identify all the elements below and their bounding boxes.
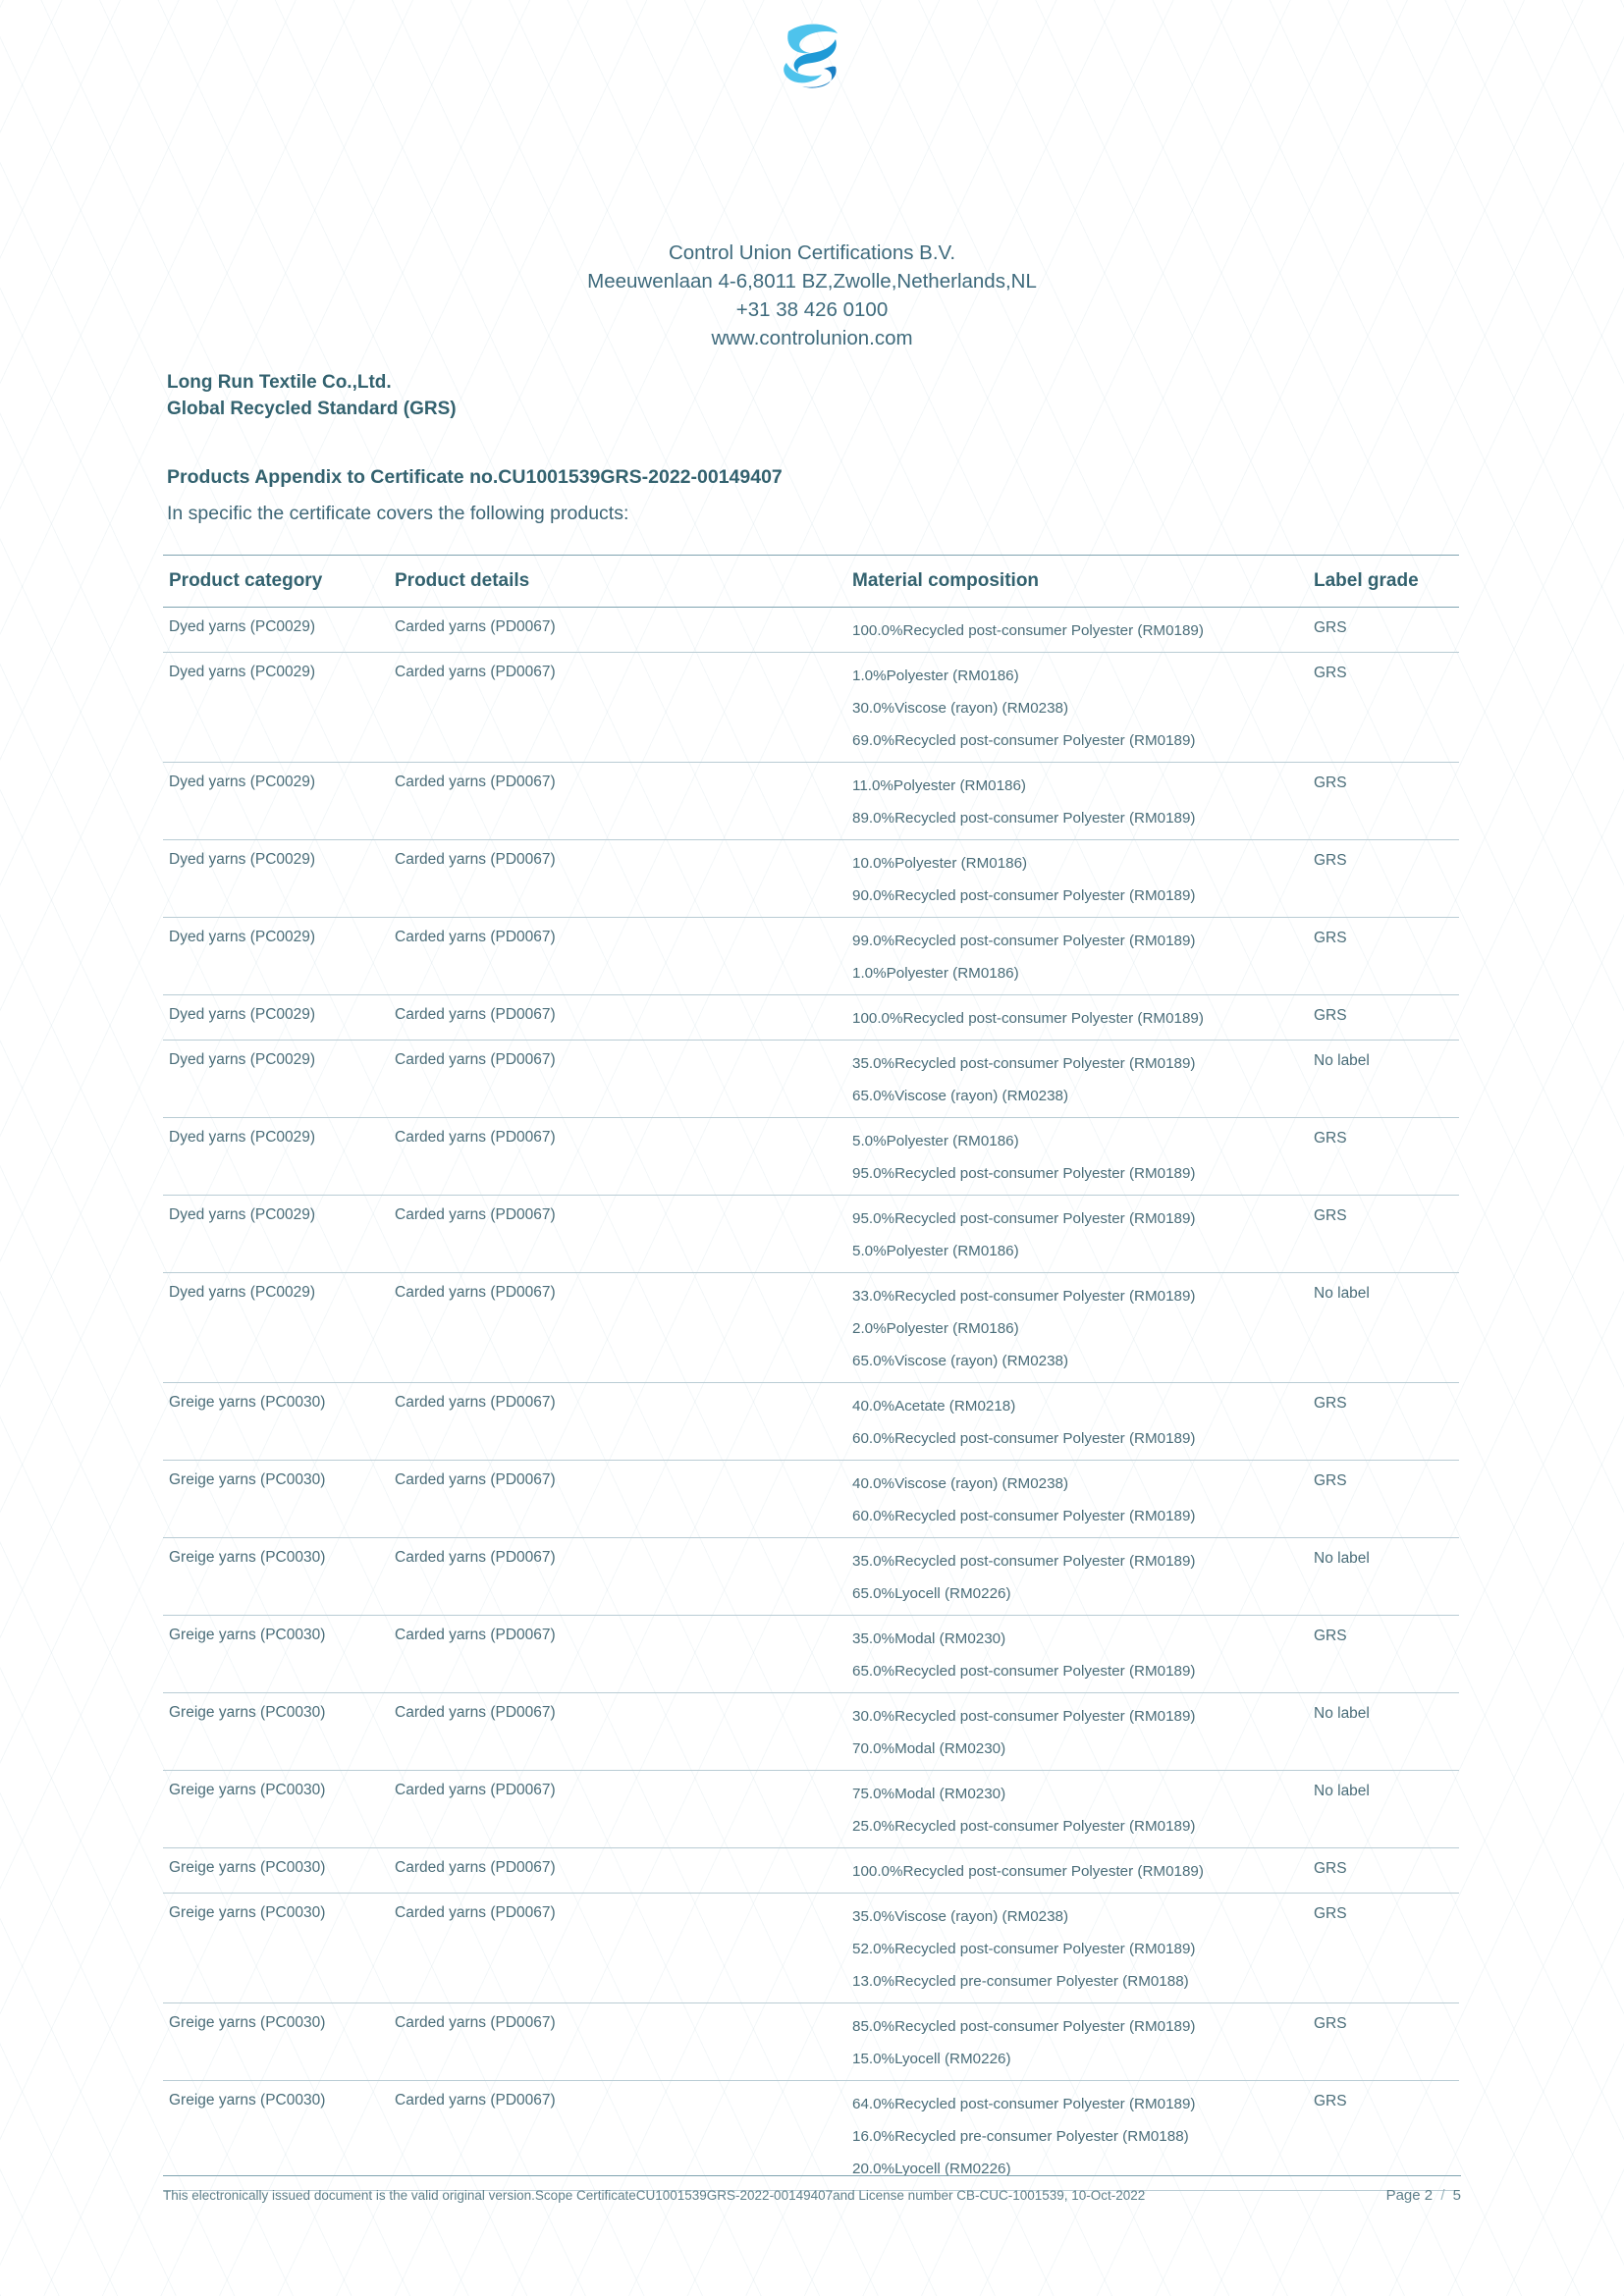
composition-line: 30.0%Viscose (rayon) (RM0238) <box>852 700 1069 717</box>
composition-line: 89.0%Recycled post-consumer Polyester (RM0189) <box>852 810 1196 827</box>
table-row <box>163 1894 1459 2003</box>
composition-line: 25.0%Recycled post-consumer Polyester (RM0189) <box>852 1818 1196 1835</box>
footer-page-current: 2 <box>1424 2187 1434 2204</box>
issuer-website: www.controlunion.com <box>711 327 913 349</box>
composition-line: 60.0%Recycled post-consumer Polyester (RM0189) <box>852 1508 1196 1524</box>
composition-line: 30.0%Recycled post-consumer Polyester (RM0189) <box>852 1708 1196 1725</box>
composition-line: 5.0%Polyester (RM0186) <box>852 1243 1019 1259</box>
composition-line: 11.0%Polyester (RM0186) <box>852 777 1026 794</box>
composition-line: 69.0%Recycled post-consumer Polyester (RM0189) <box>852 732 1196 749</box>
cell-material-composition <box>852 1002 1314 1035</box>
cell-label-grade: GRS <box>1314 1472 1347 1489</box>
cell-label-grade: No label <box>1314 1052 1370 1069</box>
table-row <box>163 995 1459 1041</box>
composition-line: 5.0%Polyester (RM0186) <box>852 1133 1019 1149</box>
cell-product-details: Carded yarns (PD0067) <box>395 664 556 680</box>
composition-line: 100.0%Recycled post-consumer Polyester (RM0189) <box>852 622 1204 639</box>
composition-line: 60.0%Recycled post-consumer Polyester (RM0189) <box>852 1430 1196 1447</box>
cell-product-details: Carded yarns (PD0067) <box>395 1859 556 1876</box>
composition-line: 40.0%Viscose (rayon) (RM0238) <box>852 1475 1069 1492</box>
composition-line: 65.0%Lyocell (RM0226) <box>852 1585 1011 1602</box>
cell-label-grade: GRS <box>1314 1905 1347 1922</box>
cell-label-grade: GRS <box>1314 1860 1347 1877</box>
table-header-row <box>163 555 1459 608</box>
cell-label-grade: GRS <box>1314 1395 1347 1412</box>
cell-product-category: Dyed yarns (PC0029) <box>169 774 316 790</box>
cell-product-details: Carded yarns (PD0067) <box>395 1627 556 1643</box>
page-footer <box>163 2175 1461 2206</box>
cell-product-category: Greige yarns (PC0030) <box>169 2092 326 2109</box>
table-row <box>163 1848 1459 1894</box>
cell-label-grade: GRS <box>1314 930 1347 946</box>
cell-material-composition <box>852 770 1314 834</box>
column-header-product-category: Product category <box>169 570 323 591</box>
composition-line: 35.0%Modal (RM0230) <box>852 1630 1006 1647</box>
cell-material-composition <box>852 1545 1314 1610</box>
table-row <box>163 2003 1459 2081</box>
cell-material-composition <box>852 1468 1314 1532</box>
composition-line: 100.0%Recycled post-consumer Polyester (RM0189) <box>852 1010 1204 1027</box>
cell-product-details: Carded yarns (PD0067) <box>395 1904 556 1921</box>
composition-line: 65.0%Recycled post-consumer Polyester (RM0189) <box>852 1663 1196 1680</box>
cell-material-composition <box>852 1390 1314 1455</box>
column-header-product-details: Product details <box>395 570 530 591</box>
table-row <box>163 918 1459 995</box>
composition-line: 15.0%Lyocell (RM0226) <box>852 2051 1011 2067</box>
cell-label-grade: No label <box>1314 1705 1370 1722</box>
logo-container <box>0 18 1624 103</box>
products-table <box>163 555 1459 2191</box>
table-row <box>163 608 1459 653</box>
issuer-phone: +31 38 426 0100 <box>735 298 889 321</box>
table-row <box>163 1461 1459 1538</box>
table-row <box>163 1771 1459 1848</box>
table-row <box>163 1041 1459 1118</box>
composition-line: 35.0%Recycled post-consumer Polyester (RM0189) <box>852 1553 1196 1570</box>
cell-material-composition <box>852 2010 1314 2075</box>
client-block <box>167 369 457 422</box>
footer-page-total: 5 <box>1452 2187 1461 2204</box>
cell-material-composition <box>852 1855 1314 1888</box>
cell-material-composition <box>852 1280 1314 1377</box>
footer-page-label: Page <box>1385 2187 1421 2204</box>
cell-label-grade: No label <box>1314 1550 1370 1567</box>
cell-product-details: Carded yarns (PD0067) <box>395 2014 556 2031</box>
composition-line: 65.0%Viscose (rayon) (RM0238) <box>852 1353 1069 1369</box>
cell-product-details: Carded yarns (PD0067) <box>395 774 556 790</box>
cell-product-details: Carded yarns (PD0067) <box>395 1394 556 1411</box>
cell-product-details: Carded yarns (PD0067) <box>395 618 556 635</box>
composition-line: 1.0%Polyester (RM0186) <box>852 667 1019 684</box>
cell-product-category: Greige yarns (PC0030) <box>169 1627 326 1643</box>
footer-page-separator: / <box>1440 2187 1445 2204</box>
cell-product-details: Carded yarns (PD0067) <box>395 1471 556 1488</box>
cell-label-grade: GRS <box>1314 665 1347 681</box>
cell-product-category: Dyed yarns (PC0029) <box>169 1006 316 1023</box>
table-row <box>163 1616 1459 1693</box>
cell-material-composition <box>852 1900 1314 1998</box>
table-body <box>163 608 1459 2191</box>
client-name: Long Run Textile Co.,Ltd. <box>167 372 392 393</box>
composition-line: 2.0%Polyester (RM0186) <box>852 1320 1019 1337</box>
composition-line: 35.0%Recycled post-consumer Polyester (RM0189) <box>852 1055 1196 1072</box>
composition-line: 35.0%Viscose (rayon) (RM0238) <box>852 1908 1069 1925</box>
composition-line: 95.0%Recycled post-consumer Polyester (RM0189) <box>852 1210 1196 1227</box>
cell-product-details: Carded yarns (PD0067) <box>395 1206 556 1223</box>
cell-product-details: Carded yarns (PD0067) <box>395 1284 556 1301</box>
cell-product-details: Carded yarns (PD0067) <box>395 1006 556 1023</box>
column-header-label-grade: Label grade <box>1314 570 1419 591</box>
issuer-address-block <box>0 239 1624 352</box>
table-row <box>163 653 1459 763</box>
table-row <box>163 1273 1459 1383</box>
composition-line: 65.0%Viscose (rayon) (RM0238) <box>852 1088 1069 1104</box>
cell-label-grade: GRS <box>1314 852 1347 869</box>
cell-label-grade: GRS <box>1314 1628 1347 1644</box>
cell-material-composition <box>852 925 1314 989</box>
cell-label-grade: GRS <box>1314 619 1347 636</box>
table-row <box>163 1693 1459 1771</box>
client-standard: Global Recycled Standard (GRS) <box>167 399 457 419</box>
table-row <box>163 1538 1459 1616</box>
cell-product-details: Carded yarns (PD0067) <box>395 1704 556 1721</box>
table-row <box>163 840 1459 918</box>
composition-line: 95.0%Recycled post-consumer Polyester (RM0189) <box>852 1165 1196 1182</box>
cell-material-composition <box>852 614 1314 647</box>
cell-product-category: Greige yarns (PC0030) <box>169 1471 326 1488</box>
cell-product-category: Dyed yarns (PC0029) <box>169 664 316 680</box>
composition-line: 70.0%Modal (RM0230) <box>852 1740 1006 1757</box>
cell-label-grade: No label <box>1314 1783 1370 1799</box>
cell-product-details: Carded yarns (PD0067) <box>395 1549 556 1566</box>
composition-line: 52.0%Recycled post-consumer Polyester (RM0189) <box>852 1941 1196 1957</box>
cell-product-details: Carded yarns (PD0067) <box>395 1051 556 1068</box>
cell-material-composition <box>852 660 1314 757</box>
cell-product-details: Carded yarns (PD0067) <box>395 851 556 868</box>
cell-product-category: Dyed yarns (PC0029) <box>169 618 316 635</box>
cell-material-composition <box>852 2088 1314 2185</box>
cell-product-details: Carded yarns (PD0067) <box>395 1782 556 1798</box>
cell-product-category: Dyed yarns (PC0029) <box>169 1206 316 1223</box>
composition-line: 13.0%Recycled pre-consumer Polyester (RM0188) <box>852 1973 1189 1990</box>
cell-label-grade: No label <box>1314 1285 1370 1302</box>
cell-material-composition <box>852 847 1314 912</box>
cell-product-category: Dyed yarns (PC0029) <box>169 929 316 945</box>
cell-product-details: Carded yarns (PD0067) <box>395 929 556 945</box>
cell-material-composition <box>852 1125 1314 1190</box>
composition-line: 20.0%Lyocell (RM0226) <box>852 2161 1011 2177</box>
issuer-company: Control Union Certifications B.V. <box>668 241 956 264</box>
composition-line: 100.0%Recycled post-consumer Polyester (RM0189) <box>852 1863 1204 1880</box>
composition-line: 75.0%Modal (RM0230) <box>852 1786 1006 1802</box>
composition-line: 85.0%Recycled post-consumer Polyester (RM0189) <box>852 2018 1196 2035</box>
cell-product-category: Greige yarns (PC0030) <box>169 2014 326 2031</box>
control-union-wave-logo-icon <box>767 18 857 98</box>
cell-label-grade: GRS <box>1314 774 1347 791</box>
table-row <box>163 1196 1459 1273</box>
composition-line: 10.0%Polyester (RM0186) <box>852 855 1028 872</box>
table-row <box>163 1383 1459 1461</box>
cell-material-composition <box>852 1623 1314 1687</box>
cell-product-category: Greige yarns (PC0030) <box>169 1904 326 1921</box>
cell-material-composition <box>852 1047 1314 1112</box>
cell-product-category: Greige yarns (PC0030) <box>169 1394 326 1411</box>
appendix-subtitle: In specific the certificate covers the following products: <box>167 503 629 524</box>
composition-line: 16.0%Recycled pre-consumer Polyester (RM0188) <box>852 2128 1189 2145</box>
cell-material-composition <box>852 1202 1314 1267</box>
composition-line: 33.0%Recycled post-consumer Polyester (RM0189) <box>852 1288 1196 1305</box>
column-header-material-composition: Material composition <box>852 570 1040 591</box>
footer-pagination <box>1386 2185 1461 2204</box>
cell-material-composition <box>852 1778 1314 1842</box>
cell-product-category: Greige yarns (PC0030) <box>169 1549 326 1566</box>
cell-product-details: Carded yarns (PD0067) <box>395 1129 556 1146</box>
cell-product-category: Dyed yarns (PC0029) <box>169 1284 316 1301</box>
cell-product-category: Dyed yarns (PC0029) <box>169 851 316 868</box>
cell-label-grade: GRS <box>1314 2093 1347 2109</box>
composition-line: 99.0%Recycled post-consumer Polyester (RM0189) <box>852 933 1196 949</box>
cell-label-grade: GRS <box>1314 2015 1347 2032</box>
composition-line: 90.0%Recycled post-consumer Polyester (RM0189) <box>852 887 1196 904</box>
cell-material-composition <box>852 1700 1314 1765</box>
table-row <box>163 763 1459 840</box>
cell-label-grade: GRS <box>1314 1207 1347 1224</box>
issuer-address: Meeuwenlaan 4-6,8011 BZ,Zwolle,Netherlands,NL <box>587 270 1037 293</box>
table-row <box>163 1118 1459 1196</box>
cell-product-details: Carded yarns (PD0067) <box>395 2092 556 2109</box>
cell-label-grade: GRS <box>1314 1007 1347 1024</box>
appendix-title: Products Appendix to Certificate no.CU1001539GRS-2022-00149407 <box>167 466 783 488</box>
cell-product-category: Greige yarns (PC0030) <box>169 1782 326 1798</box>
composition-line: 64.0%Recycled post-consumer Polyester (RM0189) <box>852 2096 1196 2112</box>
cell-product-category: Greige yarns (PC0030) <box>169 1859 326 1876</box>
cell-product-category: Dyed yarns (PC0029) <box>169 1129 316 1146</box>
composition-line: 1.0%Polyester (RM0186) <box>852 965 1019 982</box>
cell-label-grade: GRS <box>1314 1130 1347 1147</box>
composition-line: 40.0%Acetate (RM0218) <box>852 1398 1016 1415</box>
cell-product-category: Dyed yarns (PC0029) <box>169 1051 316 1068</box>
footer-disclaimer: This electronically issued document is the valid original version.Scope CertificateCU1001539GRS-2022-00149407and License number CB-CUC-1001539, 10-Oct-2022 <box>163 2188 1146 2203</box>
cell-product-category: Greige yarns (PC0030) <box>169 1704 326 1721</box>
